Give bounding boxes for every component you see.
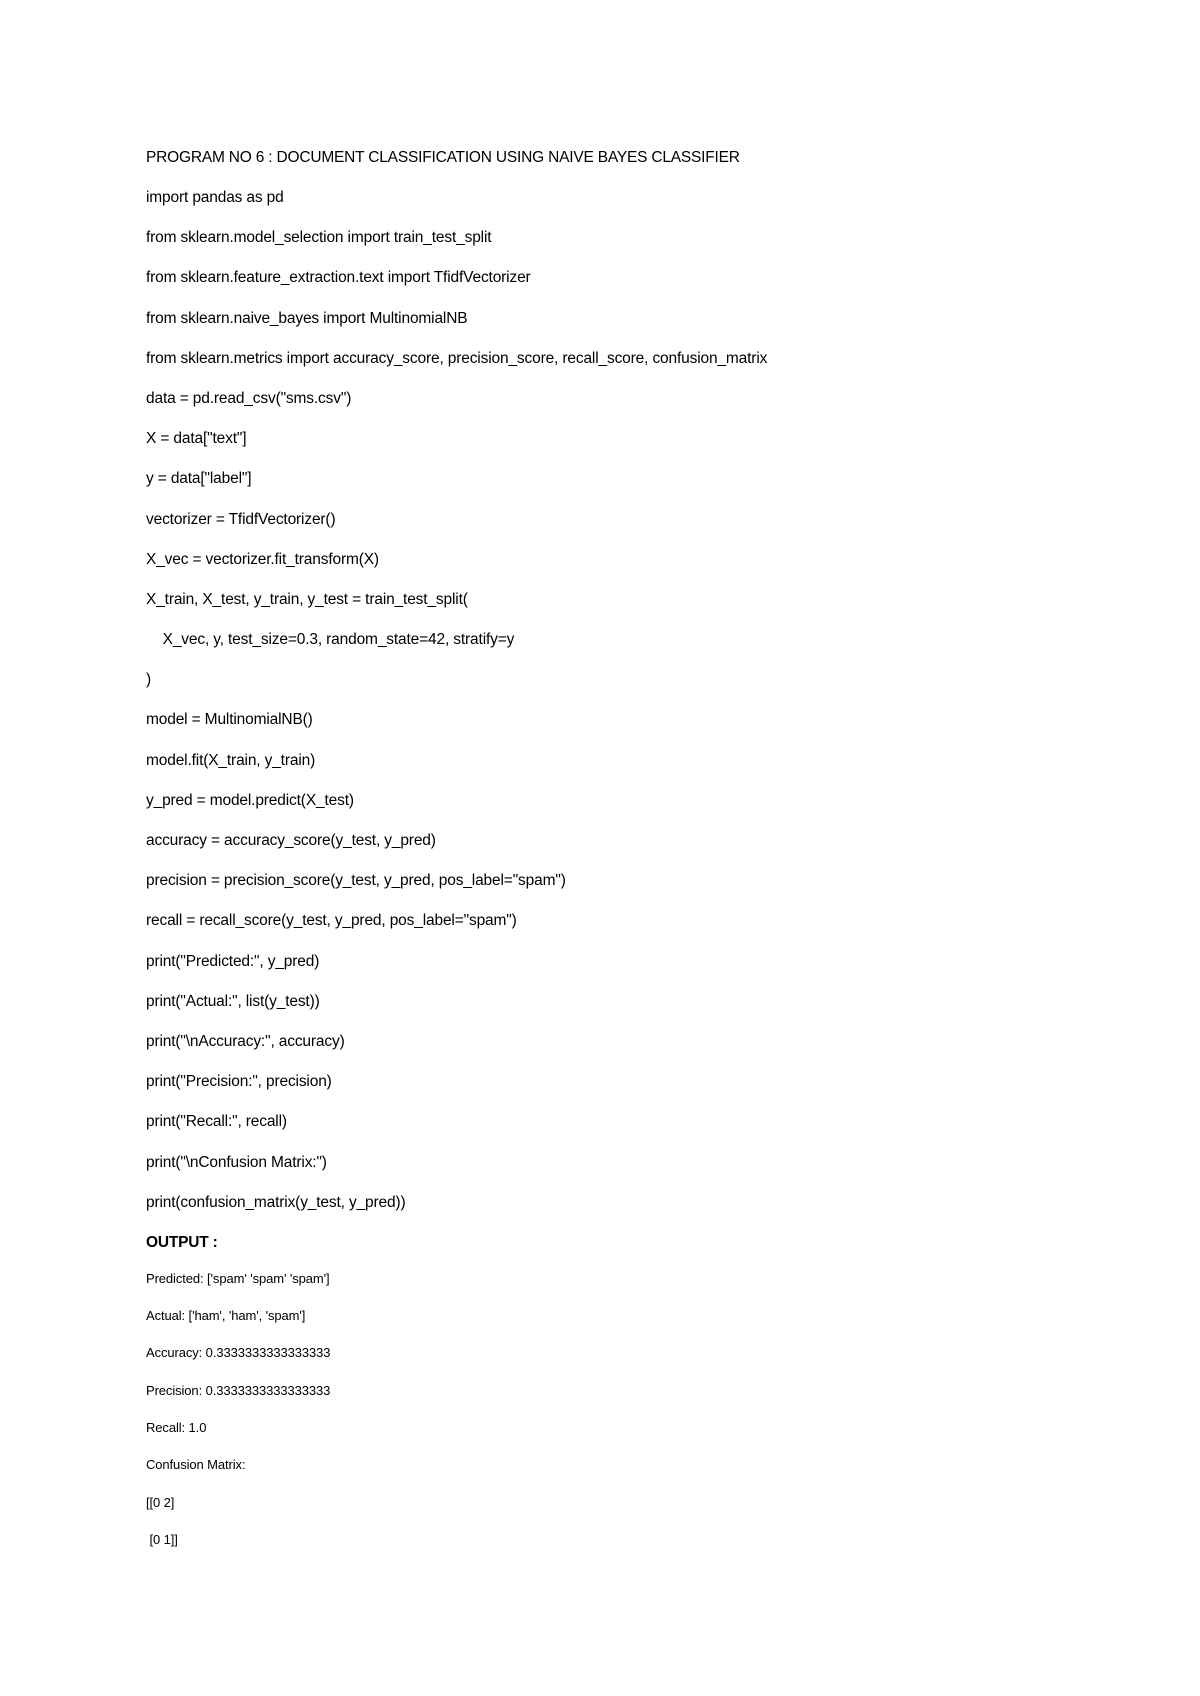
code-line: print("Actual:", list(y_test)) [146, 992, 320, 1010]
code-line: print(confusion_matrix(y_test, y_pred)) [146, 1193, 406, 1211]
code-line: from sklearn.metrics import accuracy_score, precision_score, recall_score, confusion_matrix [146, 349, 768, 367]
code-line: from sklearn.model_selection import train_test_split [146, 229, 492, 247]
output-line: [0 1]] [146, 1531, 178, 1547]
output-heading: OUTPUT : [146, 1233, 218, 1251]
code-line: from sklearn.naive_bayes import MultinomialNB [146, 309, 468, 327]
code-line: vectorizer = TfidfVectorizer() [146, 510, 336, 528]
document-body [146, 146, 1126, 1567]
code-line: X_vec = vectorizer.fit_transform(X) [146, 550, 379, 568]
code-line: y = data["label"] [146, 470, 252, 488]
code-line: print("Predicted:", y_pred) [146, 952, 320, 970]
output-line: Predicted: ['spam' 'spam' 'spam'] [146, 1270, 330, 1286]
code-line: recall = recall_score(y_test, y_pred, pos_label="spam") [146, 912, 517, 930]
code-line: accuracy = accuracy_score(y_test, y_pred) [146, 832, 436, 849]
output-line: Actual: ['ham', 'ham', 'spam'] [146, 1308, 306, 1324]
code-line: data = pd.read_csv("sms.csv") [146, 389, 352, 407]
code-line: precision = precision_score(y_test, y_pred, pos_label="spam") [146, 872, 566, 890]
output-line: Confusion Matrix: [146, 1457, 246, 1473]
code-line: from sklearn.feature_extraction.text import TfidfVectorizer [146, 269, 531, 287]
output-line: Accuracy: 0.3333333333333333 [146, 1345, 331, 1361]
code-line: model = MultinomialNB() [146, 711, 313, 729]
code-line: X_vec, y, test_size=0.3, random_state=42, stratify=y [146, 631, 515, 649]
output-line: Recall: 1.0 [146, 1420, 207, 1436]
code-line: import pandas as pd [146, 189, 284, 206]
output-block [146, 1269, 1126, 1567]
output-line: [[0 2] [146, 1494, 175, 1510]
code-line: X_train, X_test, y_train, y_test = train_test_split( [146, 590, 468, 608]
program-title: PROGRAM NO 6 : DOCUMENT CLASSIFICATION USING NAIVE BAYES CLASSIFIER [146, 149, 740, 166]
code-block [146, 186, 1126, 1231]
code-line: y_pred = model.predict(X_test) [146, 791, 354, 809]
code-line: print("\nConfusion Matrix:") [146, 1153, 327, 1171]
code-line: print("Recall:", recall) [146, 1113, 287, 1131]
code-line: model.fit(X_train, y_train) [146, 751, 316, 769]
code-line: ) [146, 671, 152, 689]
code-line: X = data["text"] [146, 430, 247, 448]
code-line: print("Precision:", precision) [146, 1073, 332, 1091]
output-line: Precision: 0.3333333333333333 [146, 1382, 331, 1398]
code-line: print("\nAccuracy:", accuracy) [146, 1032, 345, 1050]
